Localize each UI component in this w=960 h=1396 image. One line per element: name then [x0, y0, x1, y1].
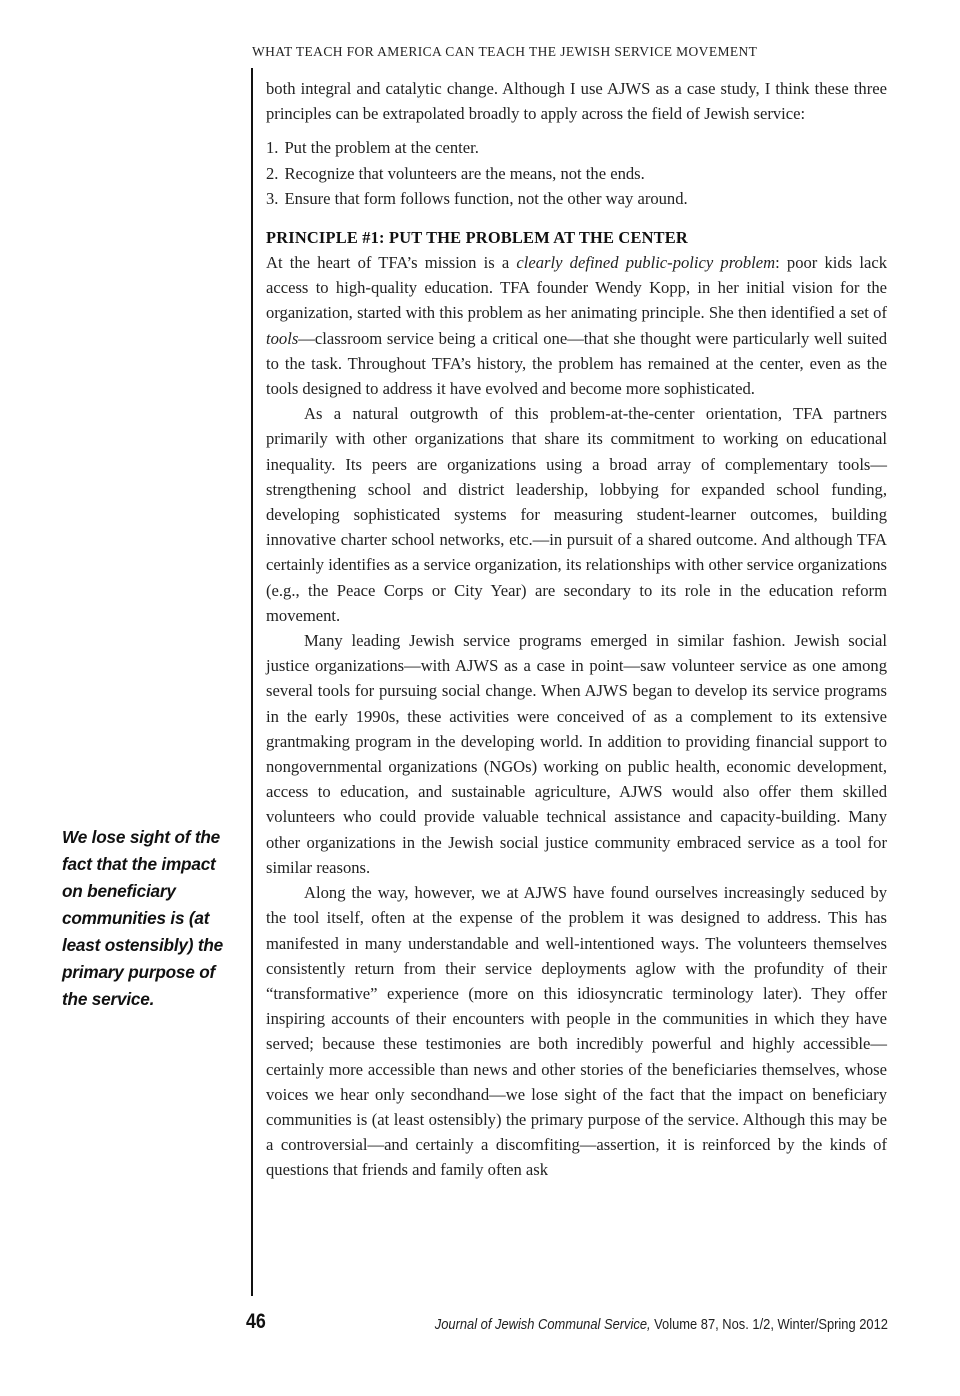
list-item-number: 1.: [266, 138, 279, 158]
list-item: [266, 135, 887, 160]
list-item-text: Recognize that volunteers are the means, not the ends.: [284, 163, 645, 183]
page-number: 46: [246, 1310, 266, 1333]
section-heading: PRINCIPLE #1: PUT THE PROBLEM AT THE CENTER: [266, 228, 688, 248]
list-item-number: 2.: [266, 163, 279, 183]
paragraph: Many leading Jewish service programs emerged in similar fashion. Jewish social justice organizations—with AJWS as a case in point—saw volunteer service as one among several tools for pursuing social change. When AJWS began to develop its service programs in the early 1990s, these activities were conceived of as a complement to its extensive grantmaking program in the developing world. In addition to providing financial support to nongovernmental organizations (NGOs) working on public health, economic development, access to education, and sustainable agriculture, AJWS would also offer them skilled volunteers who could provide valuable technical assistance and capacity-building. Many other organizations in the Jewish social justice community embraced service as a tool for similar reasons.: [266, 631, 887, 877]
column-rule: [251, 68, 253, 1296]
pull-quote: We lose sight of the fact that the impact on beneficiary communities is (at least ostensibly) the primary purpose of the service.: [62, 827, 224, 1009]
emphasis-text: tools: [266, 328, 299, 348]
principles-list: [266, 135, 887, 211]
list-item-text: Ensure that form follows function, not the other way around.: [284, 188, 688, 208]
paragraph: As a natural outgrowth of this problem-at-the-center orientation, TFA partners primarily with other organizations that share its commitment to working on educational inequality. Its peers are organizations using a broad array of complementary tools—strengthening school and district leadership, lobbying for expanded school funding, developing sophisticated systems for measuring student-learner outcomes, building innovative charter school networks, etc.—in pursuit of a shared outcome. And although TFA certainly identifies as a service organization, its relationships with other service organizations (e.g., the Peace Corps or City Year) are secondary to its role in the education reform movement.: [266, 404, 887, 625]
emphasis-text: clearly defined public-policy problem: [516, 253, 776, 273]
article-body: [266, 76, 887, 1183]
list-item: [266, 186, 887, 211]
journal-citation: [435, 1316, 888, 1333]
list-item-text: Put the problem at the center.: [284, 138, 479, 158]
paragraph: [266, 250, 887, 401]
paragraph-text: At the heart of TFA’s mission is a: [266, 253, 517, 273]
list-item-number: 3.: [266, 188, 279, 208]
paragraph-text: —classroom service being a critical one—that she thought were particularly well suited to the task. Throughout TFA’s history, the problem has remained at the center, even as the tools designed to address it have evolved and become more sophisticated.: [266, 328, 887, 399]
journal-issue: Volume 87, Nos. 1/2, Winter/Spring 2012: [650, 1316, 888, 1333]
paragraph: Along the way, however, we at AJWS have found ourselves increasingly seduced by the tool itself, often at the expense of the problem it was designed to address. This has manifested in many understandable and well-intentioned ways. The volunteers themselves consistently return from their service deployments aglow with the profundity of their “transformative” experience (more on this idiosyncratic terminology later). They offer inspiring accounts of their encounters with people in the communities in which they have served; because these testimonies are both incredibly powerful and highly accessible—certainly more accessible than news and other stories of the beneficiaries themselves, whose voices we hear only secondhand—we lose sight of the fact that the impact on beneficiary communities is (at least ostensibly) the primary purpose of the service. Although this may be a controversial—and certainly a discomfiting—assertion, it is reinforced by the kinds of questions that friends and family often ask: [266, 883, 887, 1180]
running-head: WHAT TEACH FOR AMERICA CAN TEACH THE JEWISH SERVICE MOVEMENT: [252, 44, 758, 59]
list-item: [266, 161, 887, 186]
paragraph-text: : poor kids lack access to high-quality education. TFA founder Wendy Kopp, in her initial vision for the organization, started with this problem as her animating principle. She then identified a set of: [266, 253, 887, 323]
intro-paragraph: both integral and catalytic change. Although I use AJWS as a case study, I think these three principles can be extrapolated broadly to apply across the field of Jewish service:: [266, 79, 887, 124]
journal-title: Journal of Jewish Communal Service,: [434, 1316, 651, 1333]
